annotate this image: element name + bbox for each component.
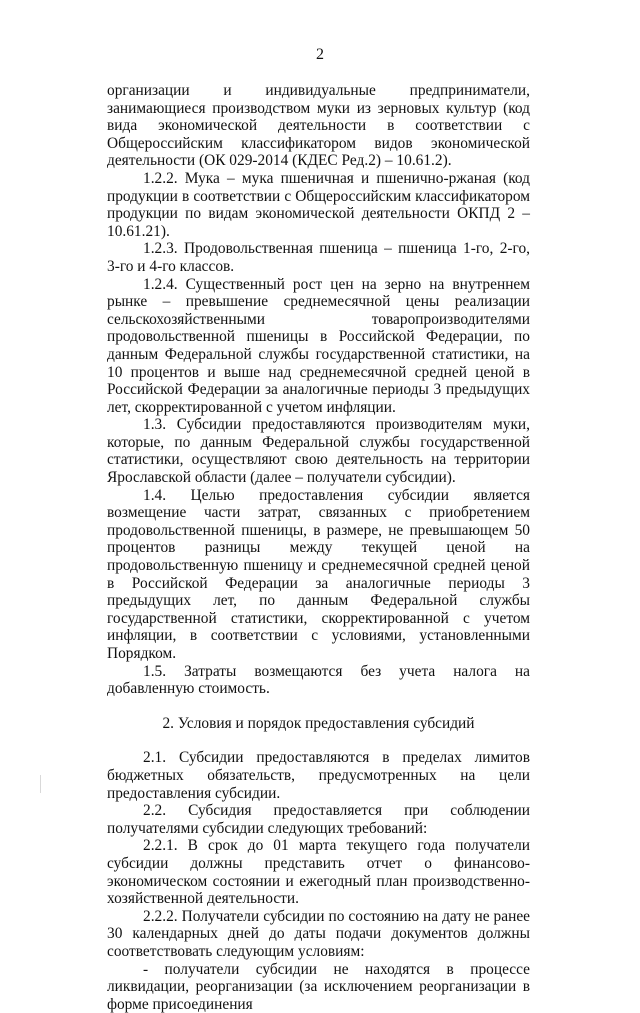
margin-mark bbox=[40, 775, 41, 793]
paragraph: - получатели субсидии не находятся в процессе ликвидации, реорганизации (за исключением реорганизации в форме присоединения bbox=[107, 961, 530, 1013]
section-heading: 2. Условия и порядок предоставления субсидий bbox=[107, 715, 530, 733]
paragraph: 1.2.2. Мука – мука пшеничная и пшенично-ржаная (код продукции в соответствии с Общероссийским классификатором продукции по видам экономической деятельности ОКПД 2 – 10.61.21). bbox=[107, 170, 530, 240]
paragraph: 2.1. Субсидии предоставляются в пределах лимитов бюджетных обязательств, предусмотренных на цели предоставления субсидии. bbox=[107, 749, 530, 802]
paragraph: 2.2.1. В срок до 01 марта текущего года получатели субсидии должны представить отчет о финансово-экономическом состоянии и ежегодный план производственно-хозяйственной деятельности. bbox=[107, 837, 530, 907]
paragraph: организации и индивидуальные предприниматели, занимающиеся производством муки из зерновых культур (код вида экономической деятельности в соответствии с Общероссийским классификатором видов экономической деятельности (ОК 029-2014 (КДЕС Ред.2) – 10.61.2). bbox=[107, 82, 530, 170]
section-1-continuation bbox=[107, 82, 530, 698]
paragraph: 1.2.4. Существенный рост цен на зерно на внутреннем рынке – превышение среднемесячной цены реализации сельскохозяйственными товаропроизводителями продовольственной пшеницы в Российской Федерации, по данным Федеральной службы государственной статистики, на 10 процентов и выше над среднемесячной средней ценой в Российской Федерации за аналогичные периоды 3 предыдущих лет, скорректированной с учетом инфляции. bbox=[107, 276, 530, 417]
document-body bbox=[107, 82, 530, 1013]
paragraph: 2.2. Субсидия предоставляется при соблюдении получателями субсидии следующих требований: bbox=[107, 802, 530, 837]
paragraph: 2.2.2. Получатели субсидии по состоянию на дату не ранее 30 календарных дней до даты подачи документов должны соответствовать следующим условиям: bbox=[107, 908, 530, 961]
paragraph: 1.4. Целью предоставления субсидии является возмещение части затрат, связанных с приобретением продовольственной пшеницы, в размере, не превышающем 50 процентов разницы между текущей ценой на продовольственную пшеницу и среднемесячной средней ценой в Российской Федерации за аналогичные периоды 3 предыдущих лет, по данным Федеральной службы государственной статистики, скорректированной с учетом инфляции, в соответствии с условиями, установленными Порядком. bbox=[107, 487, 530, 663]
paragraph: 1.5. Затраты возмещаются без учета налога на добавленную стоимость. bbox=[107, 663, 530, 698]
section-2 bbox=[107, 749, 530, 1013]
paragraph: 1.3. Субсидии предоставляются производителям муки, которые, по данным Федеральной службы государственной статистики, осуществляют свою деятельность на территории Ярославской области (далее – получатели субсидии). bbox=[107, 416, 530, 486]
page-number: 2 bbox=[0, 45, 640, 65]
paragraph: 1.2.3. Продовольственная пшеница – пшеница 1-го, 2-го, 3-го и 4-го классов. bbox=[107, 240, 530, 275]
